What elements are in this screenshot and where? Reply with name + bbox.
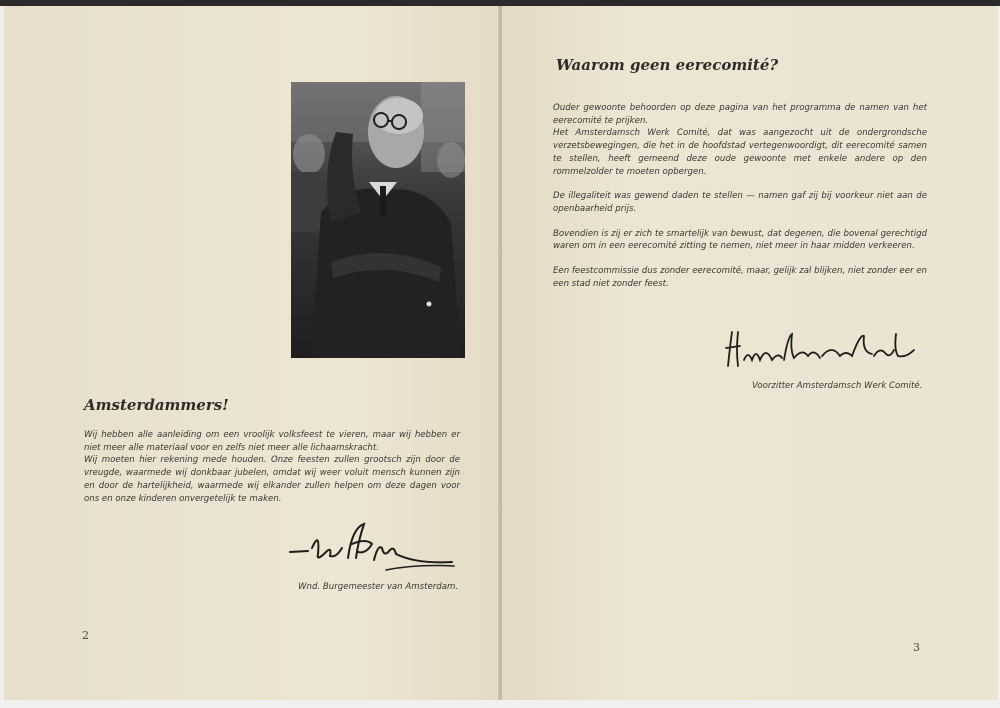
right-paragraph-1: Ouder gewoonte behoorden op deze pagina van het programma de namen van het eerecomité te prijken. (553, 103, 927, 126)
right-paragraph-2: Het Amsterdamsch Werk Comité, dat was aangezocht uit de ondergrondsche verzetsbewegingen, die het in de hoofdstad vertegenwoordigt, dit eerecomité samen te stellen, heeft gemeend deze oude gewoonte met enkele andere op den rommelzolder te moeten opbergen. (553, 128, 927, 177)
left-paragraph-1: Wij hebben alle aanleiding om een vroolijk volksfeest te vieren, maar wij hebben er niet meer alle materiaal voor en zelfs niet meer alle lichaamskracht. (84, 430, 460, 453)
committee-signature-caption: Voorzitter Amsterdamsch Werk Comité. (752, 381, 923, 391)
right-page-heading: Waarom geen eerecomité? (556, 56, 779, 74)
portrait-photo (291, 82, 465, 358)
right-page-number: 3 (913, 641, 920, 654)
left-page-heading: Amsterdammers! (84, 396, 229, 414)
right-paragraph-3: De illegaliteit was gewend daden te stellen — namen gaf zij bij voorkeur niet aan de openbaarheid prijs. (553, 191, 927, 214)
mayor-signature (286, 518, 456, 578)
right-paragraph-5: Een feestcommissie dus zonder eerecomité, maar, gelijk zal blijken, niet zonder eer en een stad niet zonder feest. (553, 266, 927, 289)
left-page-body (84, 429, 460, 505)
portrait-photo-image (291, 82, 465, 358)
mayor-signature-caption: Wnd. Burgemeester van Amsterdam. (298, 582, 459, 592)
left-paragraph-2: Wij moeten hier rekening mede houden. Onze feesten zullen grootsch zijn door de vreugde, waarmede wij donkbaar jubelen, omdat wij weer voluit mensch kunnen zijn en door de hartelijkheid, waarmede wij elkander zullen helpen om deze dagen voor ons en onze kinderen onvergetelijk te maken. (84, 455, 460, 504)
left-page-number: 2 (82, 629, 89, 642)
right-page-body (553, 102, 927, 290)
committee-signature (722, 326, 918, 372)
right-paragraph-4: Bovendien is zij er zich te smartelijk van bewust, dat degenen, die bovenal gerechtigd waren om in een eerecomité zitting te nemen, niet meer in haar midden verkeeren. (553, 228, 927, 252)
